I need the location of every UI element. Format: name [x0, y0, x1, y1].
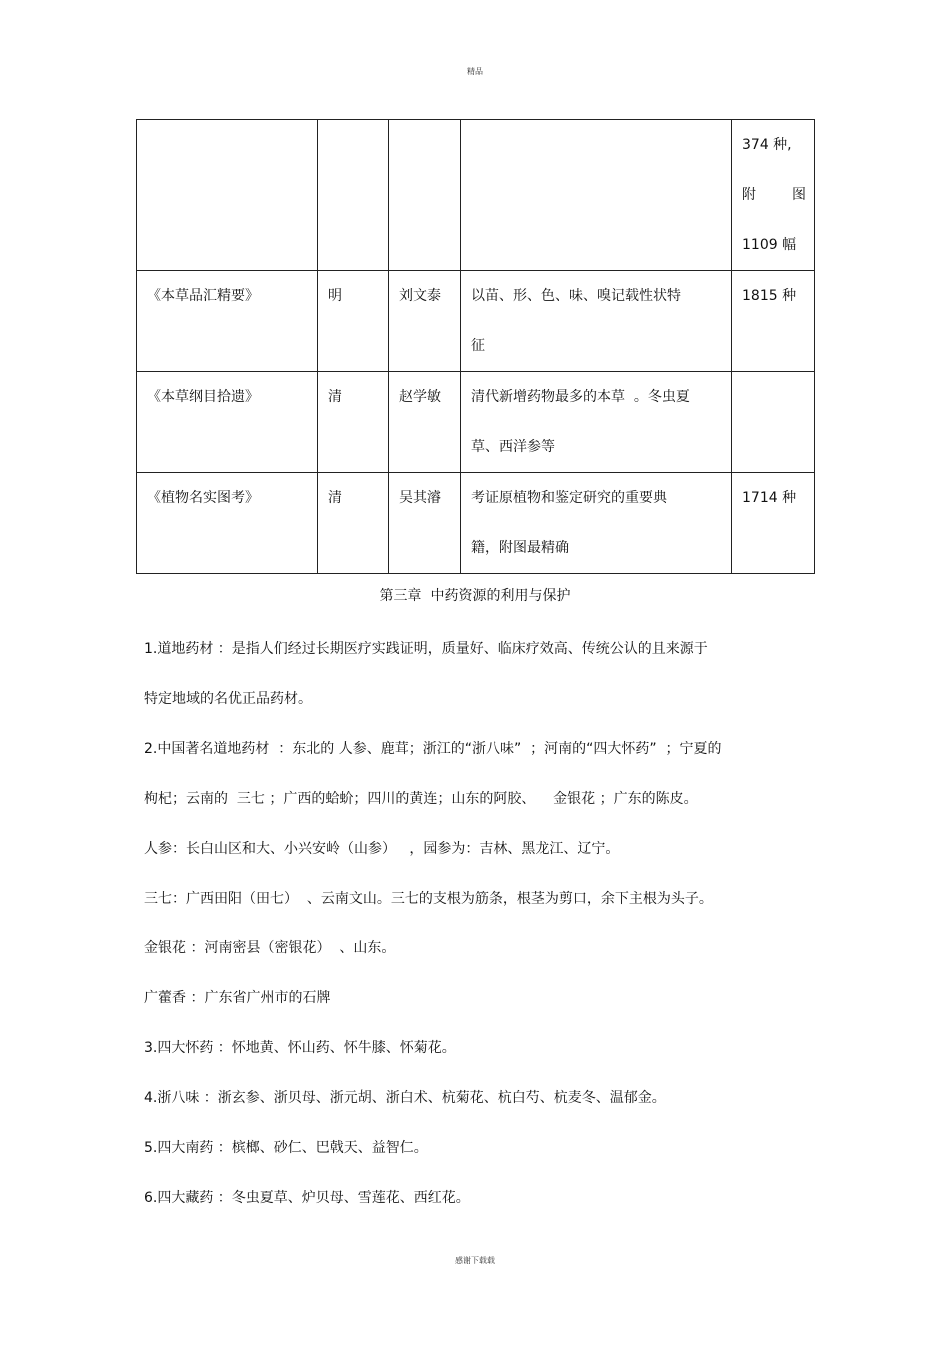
page-header: 精品 [467, 67, 483, 76]
table-row [137, 372, 815, 473]
species-count: 1714 种 [742, 490, 797, 506]
count-line: 附 图 [742, 187, 806, 203]
book-title: 《本草纲目拾遗》 [147, 389, 259, 405]
paragraph: 三七：广西田阳（田七） 、云南文山。三七的支根为筋条，根茎为剪口，余下主根为头子。 [144, 891, 713, 907]
author: 赵学敏 [399, 389, 441, 405]
page-footer: 感谢下载载 [455, 1256, 495, 1265]
book-title: 《植物名实图考》 [147, 490, 259, 506]
table-cell [137, 120, 318, 271]
paragraph: 金银花 ：河南密县（密银花） 、山东。 [144, 940, 396, 956]
table-row [137, 473, 815, 574]
table-cell-count [732, 120, 815, 271]
herbal-classics-table [136, 119, 815, 574]
book-title: 《本草品汇精要》 [147, 288, 259, 304]
count-line: 1109 幅 [742, 237, 797, 253]
paragraph: 人参：长白山区和大、小兴安岭（山参） ，园参为：吉林、黑龙江、辽宁。 [144, 841, 620, 857]
description [461, 473, 731, 573]
description-line: 以苗、形、色、味、嗅记载性状特 [471, 288, 681, 304]
chapter-title: 第三章 中药资源的利用与保护 [379, 588, 571, 604]
paragraph: 3.四大怀药 ：怀地黄、怀山药、怀牛膝、怀菊花。 [144, 1040, 456, 1056]
paragraph: 4.浙八味 ：浙玄参、浙贝母、浙元胡、浙白术、杭菊花、杭白芍、杭麦冬、温郁金。 [144, 1090, 666, 1106]
description [461, 271, 731, 371]
table-row [137, 271, 815, 372]
table-cell [389, 120, 461, 271]
table-row [137, 120, 815, 271]
paragraph: 广藿香 ：广东省广州市的石牌 [144, 990, 331, 1006]
author: 刘文泰 [399, 288, 441, 304]
description-line: 征 [471, 338, 485, 354]
dynasty: 明 [328, 288, 342, 304]
author: 吴其濬 [399, 490, 441, 506]
paragraph: 特定地域的名优正品药材。 [144, 691, 312, 707]
dynasty: 清 [328, 490, 342, 506]
species-count: 1815 种 [742, 288, 797, 304]
table-cell [461, 120, 732, 271]
description [461, 372, 731, 472]
paragraph: 2.中国著名道地药材 ：东北的 人参、鹿茸；浙江的“浙八味” ；河南的“四大怀药” ；宁夏的 [144, 741, 722, 757]
table-cell [318, 120, 389, 271]
description-line: 清代新增药物最多的本草 。冬虫夏 [471, 389, 690, 405]
paragraph: 枸杞；云南的 三七 ；广西的蛤蚧；四川的黄连；山东的阿胶、 金银花 ；广东的陈皮。 [144, 791, 698, 807]
description-line: 籍，附图最精确 [471, 540, 569, 556]
paragraph: 5.四大南药 ：槟榔、砂仁、巴戟天、益智仁。 [144, 1140, 428, 1156]
description-line: 考证原植物和鉴定研究的重要典 [471, 490, 667, 506]
description-line: 草、西洋参等 [471, 439, 555, 455]
paragraph: 1.道地药材 ：是指人们经过长期医疗实践证明，质量好、临床疗效高、传统公认的且来源于 [144, 641, 708, 657]
paragraph: 6.四大藏药 ：冬虫夏草、炉贝母、雪莲花、西红花。 [144, 1190, 470, 1206]
dynasty: 清 [328, 389, 342, 405]
count-line: 374 种, [742, 137, 792, 153]
